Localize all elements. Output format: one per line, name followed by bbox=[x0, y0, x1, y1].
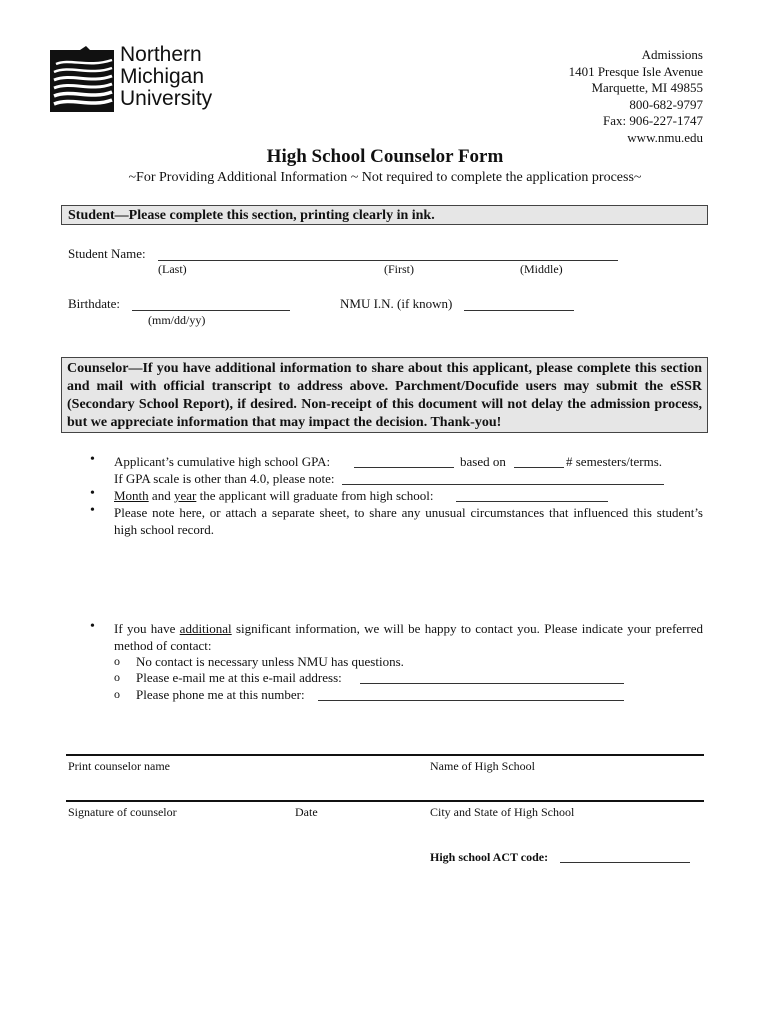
logo-line-3: University bbox=[120, 87, 213, 110]
address-web: www.nmu.edu bbox=[627, 129, 703, 145]
grad-rest-text: the applicant will graduate from high school: bbox=[196, 488, 434, 503]
semesters-field[interactable] bbox=[514, 467, 564, 468]
contact-additional: additional bbox=[179, 621, 232, 636]
birthdate-format: (mm/dd/yy) bbox=[148, 313, 206, 327]
student-name-label: Student Name: bbox=[68, 246, 146, 261]
radio-icon[interactable]: o bbox=[114, 670, 120, 684]
bullet: • bbox=[90, 503, 95, 518]
signature-label: Signature of counselor bbox=[68, 805, 177, 819]
act-code-label: High school ACT code: bbox=[430, 850, 549, 864]
first-name-caption: (First) bbox=[384, 262, 414, 276]
grad-year-word: year bbox=[173, 488, 197, 503]
option-no-contact: No contact is necessary unless NMU has questions. bbox=[136, 654, 404, 669]
form-title: High School Counselor Form bbox=[266, 146, 504, 167]
middle-name-caption: (Middle) bbox=[520, 262, 563, 276]
grad-and-word: and bbox=[148, 488, 174, 503]
logo-text bbox=[120, 44, 212, 110]
counselor-section-header: Counselor—If you have additional information to share about this applicant, please complete this section and mail with official transcript to address above. Parchment/Docufide users may submit the eSSR (Secondary School Report), if desired. Non-receipt of this document will not delay the admission process, but we appreciate information that may impact the decision. Thank-you! bbox=[61, 357, 708, 433]
address-dept: Admissions bbox=[641, 47, 703, 62]
address-fax: Fax: 906-227-1747 bbox=[602, 113, 703, 128]
print-name-label: Print counselor name bbox=[68, 759, 170, 773]
bullet: • bbox=[90, 452, 95, 467]
semesters-label: # semesters/terms. bbox=[566, 454, 663, 469]
unusual-circumstances-area[interactable] bbox=[114, 540, 703, 610]
student-section-header: Student—Please complete this section, printing clearly in ink. bbox=[61, 205, 708, 225]
bullet: • bbox=[90, 486, 95, 501]
contact-text bbox=[114, 621, 703, 654]
wave-icon bbox=[50, 46, 116, 114]
address-street: 1401 Presque Isle Avenue bbox=[568, 63, 703, 79]
student-name-field[interactable] bbox=[158, 260, 618, 261]
logo-line-2: Michigan bbox=[120, 65, 205, 88]
school-name-label: Name of High School bbox=[430, 759, 535, 773]
logo-line-1: Northern bbox=[120, 43, 202, 66]
gpa-field[interactable] bbox=[354, 467, 454, 468]
radio-icon[interactable]: o bbox=[114, 687, 120, 701]
option-phone: Please phone me at this number: bbox=[136, 687, 305, 702]
gpa-scale-field[interactable] bbox=[342, 484, 664, 485]
form-subtitle: ~For Providing Additional Information ~ Not required to complete the application process~ bbox=[128, 170, 642, 185]
based-on-label: based on bbox=[460, 454, 506, 469]
phone-field[interactable] bbox=[318, 700, 624, 701]
grad-date-field[interactable] bbox=[456, 501, 608, 502]
nmu-id-field[interactable] bbox=[464, 310, 574, 311]
radio-icon[interactable]: o bbox=[114, 654, 120, 668]
gpa-label: Applicant’s cumulative high school GPA: bbox=[114, 454, 331, 469]
gpa-scale-label: If GPA scale is other than 4.0, please note: bbox=[114, 471, 335, 486]
bullet: • bbox=[90, 619, 95, 634]
option-email: Please e-mail me at this e-mail address: bbox=[136, 670, 342, 685]
address-phone: 800-682-9797 bbox=[629, 96, 703, 112]
last-name-caption: (Last) bbox=[158, 262, 187, 276]
grad-date-label bbox=[114, 488, 434, 504]
grad-month-word: Month bbox=[114, 488, 149, 503]
counselor-name-line[interactable] bbox=[66, 754, 704, 756]
act-code-field[interactable] bbox=[560, 862, 690, 863]
date-label: Date bbox=[295, 805, 318, 819]
birthdate-field[interactable] bbox=[132, 310, 290, 311]
city-state-label: City and State of High School bbox=[430, 805, 575, 819]
contact-rest: significant information, we will be happy to contact you. Please indicate your preferred method of contact: bbox=[114, 621, 703, 653]
address-block bbox=[569, 47, 703, 146]
nmu-logo bbox=[50, 44, 230, 114]
contact-pre: If you have bbox=[114, 621, 180, 636]
nmu-id-label: NMU I.N. (if known) bbox=[340, 296, 453, 311]
birthdate-label: Birthdate: bbox=[68, 296, 120, 311]
address-city: Marquette, MI 49855 bbox=[591, 80, 703, 95]
unusual-circumstances-text: Please note here, or attach a separate sheet, to share any unusual circumstances that influenced this student’s high school record. bbox=[114, 505, 703, 537]
signature-line[interactable] bbox=[66, 800, 704, 802]
email-field[interactable] bbox=[360, 683, 624, 684]
